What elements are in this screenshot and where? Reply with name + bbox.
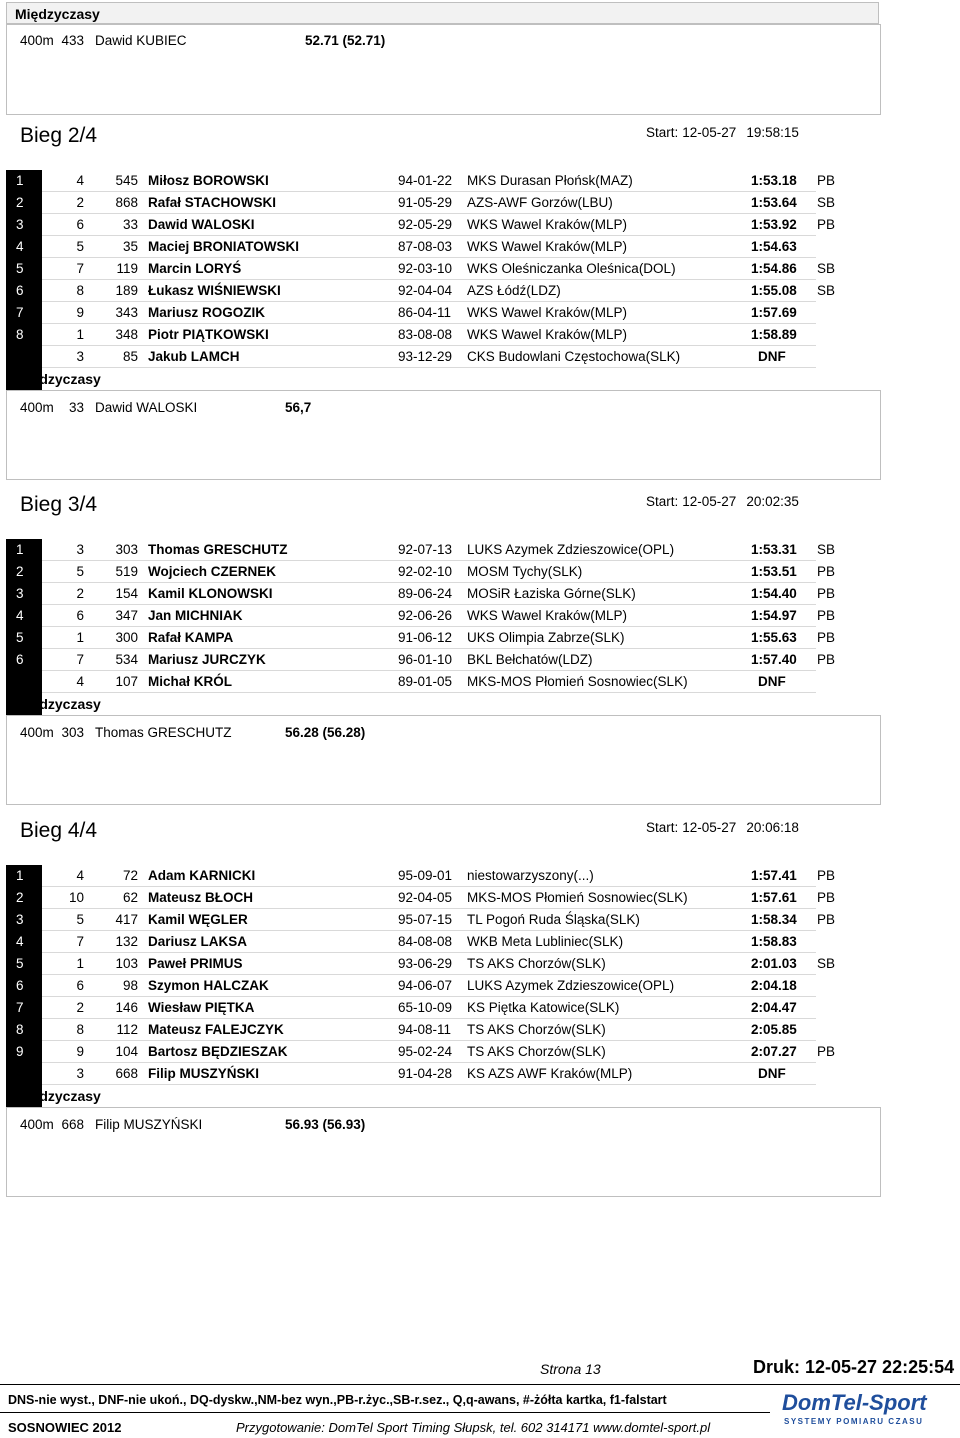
place-cell: 2 [16, 564, 24, 579]
footer-legend: DNS-nie wyst., DNF-nie ukoń., DQ-dyskw.,NM-bez wyn.,PB-r.życ.,SB-r.sez., Q,q-awans, #-żółta kartka, f1-falstart [8, 1393, 667, 1407]
bib-cell: 303 [115, 542, 138, 557]
record-flag: SB [817, 956, 836, 971]
lane-cell: 6 [76, 978, 84, 993]
result-row [6, 236, 816, 258]
lane-cell: 2 [76, 195, 84, 210]
athlete-name: Kamil WĘGLER [148, 912, 248, 927]
result-time: 2:05.85 [751, 1022, 797, 1037]
birth-date: 95-02-24 [398, 1044, 453, 1059]
heat-start-time: 20:06:18 [746, 820, 799, 835]
bib-cell: 146 [115, 1000, 138, 1015]
place-cell: 5 [16, 261, 24, 276]
split-dist: 400m [20, 33, 54, 48]
place-cell: 4 [16, 239, 24, 254]
club-name: AZS-AWF Gorzów(LBU) [467, 195, 613, 210]
record-flag: SB [817, 283, 836, 298]
heat-title: Bieg 2/4 [20, 124, 98, 147]
top-split-header: Międzyczasy [6, 2, 879, 24]
result-time: DNF [758, 1066, 786, 1081]
bib-cell: 107 [115, 674, 138, 689]
result-row [6, 671, 816, 693]
result-row [6, 1041, 836, 1063]
bib-cell: 534 [115, 652, 138, 667]
bib-cell: 33 [122, 217, 138, 232]
club-name: CKS Budowlani Częstochowa(SLK) [467, 349, 681, 364]
place-cell: 6 [16, 283, 24, 298]
athlete-name: Marcin LORYŚ [148, 261, 242, 276]
birth-date: 83-08-08 [398, 327, 453, 342]
lane-cell: 8 [76, 1022, 84, 1037]
result-time: 1:58.83 [751, 934, 797, 949]
result-time: 1:53.51 [751, 564, 797, 579]
club-name: MOSiR Łaziska Górne(SLK) [467, 586, 636, 601]
split-dist: 400m [20, 725, 54, 740]
heat-start-time: 19:58:15 [746, 125, 799, 140]
split-dist: 400m [20, 400, 54, 415]
record-flag: PB [817, 912, 836, 927]
footer-printed: Druk: 12-05-27 22:25:54 [753, 1357, 955, 1377]
place-cell: 7 [16, 305, 24, 320]
club-name: WKS Wawel Kraków(MLP) [467, 217, 628, 232]
result-row [6, 170, 836, 192]
lane-cell: 2 [76, 1000, 84, 1015]
athlete-name: Filip MUSZYŃSKI [148, 1066, 259, 1081]
place-cell: 3 [16, 586, 24, 601]
lane-cell: 4 [76, 674, 84, 689]
place-cell: 3 [16, 217, 24, 232]
lane-cell: 9 [76, 305, 84, 320]
athlete-name: Adam KARNICKI [148, 868, 256, 883]
athlete-name: Mateusz BŁOCH [148, 890, 254, 905]
record-flag: PB [817, 217, 836, 232]
result-time: 1:58.34 [751, 912, 797, 927]
bib-cell: 112 [116, 1022, 138, 1037]
place-cell: 4 [16, 934, 24, 949]
club-name: WKS Oleśniczanka Oleśnica(DOL) [467, 261, 676, 276]
record-flag: PB [817, 586, 836, 601]
result-time: 2:01.03 [751, 956, 797, 971]
club-name: MOSM Tychy(SLK) [467, 564, 583, 579]
birth-date: 95-07-15 [398, 912, 453, 927]
record-flag: PB [817, 173, 836, 188]
record-flag: SB [817, 542, 836, 557]
place-cell: 2 [16, 890, 24, 905]
bib-cell: 85 [122, 349, 138, 364]
heat-start-time: 20:02:35 [746, 494, 799, 509]
split-label: Międzyczasy [16, 696, 101, 712]
result-row [6, 975, 816, 997]
bib-cell: 347 [115, 608, 138, 623]
lane-cell: 1 [76, 327, 84, 342]
result-time: 1:53.92 [751, 217, 797, 232]
birth-date: 84-08-08 [398, 934, 453, 949]
domtel-logo [782, 1390, 952, 1430]
birth-date: 92-04-05 [398, 890, 453, 905]
split-name: Thomas GRESCHUTZ [95, 725, 232, 740]
place-cell: 6 [16, 652, 24, 667]
split-name: Filip MUSZYŃSKI [95, 1117, 203, 1132]
logo-sub-text: SYSTEMY POMIARU CZASU [784, 1417, 924, 1426]
result-time: DNF [758, 674, 786, 689]
club-name: TL Pogoń Ruda Śląska(SLK) [467, 912, 640, 927]
athlete-name: Rafał STACHOWSKI [148, 195, 277, 210]
athlete-name: Jan MICHNIAK [148, 608, 243, 623]
result-time: 1:57.41 [751, 868, 797, 883]
split-time: 52.71 (52.71) [305, 33, 386, 48]
athlete-name: Dawid WALOSKI [148, 217, 255, 232]
bib-cell: 154 [115, 586, 138, 601]
result-time: 1:55.63 [751, 630, 797, 645]
split-time: 56,7 [285, 400, 312, 415]
place-cell: 2 [16, 195, 24, 210]
footer-page: Strona 13 [540, 1361, 601, 1377]
record-flag: PB [817, 868, 836, 883]
lane-cell: 3 [76, 349, 84, 364]
result-time: 1:53.18 [751, 173, 797, 188]
club-name: MKS-MOS Płomień Sosnowiec(SLK) [467, 890, 688, 905]
split-header [42, 368, 879, 390]
club-name: LUKS Azymek Zdzieszowice(OPL) [467, 542, 675, 557]
bib-cell: 35 [122, 239, 138, 254]
result-time: 1:57.61 [751, 890, 797, 905]
lane-cell: 4 [76, 868, 84, 883]
split-bib: 433 [61, 33, 84, 48]
result-row [6, 583, 836, 605]
record-flag: PB [817, 564, 836, 579]
record-flag: SB [817, 261, 836, 276]
bib-cell: 868 [115, 195, 138, 210]
place-cell: 5 [16, 630, 24, 645]
split-time: 56.93 (56.93) [285, 1117, 366, 1132]
bib-cell: 668 [115, 1066, 138, 1081]
split-name: Dawid KUBIEC [95, 33, 187, 48]
place-cell: 9 [16, 1044, 24, 1059]
result-time: 1:54.63 [751, 239, 797, 254]
athlete-name: Mateusz FALEJCZYK [148, 1022, 284, 1037]
result-time: 1:57.40 [751, 652, 797, 667]
result-time: DNF [758, 349, 786, 364]
birth-date: 92-05-29 [398, 217, 453, 232]
birth-date: 86-04-11 [398, 305, 452, 320]
place-cell: 4 [16, 608, 24, 623]
bib-cell: 119 [116, 261, 138, 276]
place-cell: 1 [16, 868, 24, 883]
athlete-name: Wojciech CZERNEK [148, 564, 277, 579]
split-bib: 303 [61, 725, 84, 740]
athlete-name: Mariusz JURCZYK [148, 652, 266, 667]
split-label: Międzyczasy [16, 1088, 101, 1104]
bib-cell: 103 [115, 956, 138, 971]
lane-cell: 5 [76, 564, 84, 579]
heat-title: Bieg 3/4 [20, 493, 98, 516]
club-name: WKS Wawel Kraków(MLP) [467, 327, 628, 342]
birth-date: 92-04-04 [398, 283, 453, 298]
birth-date: 92-03-10 [398, 261, 453, 276]
result-row [6, 909, 836, 931]
heat-start-date: 12-05-27 [682, 494, 737, 509]
birth-date: 94-06-07 [398, 978, 453, 993]
birth-date: 96-01-10 [398, 652, 453, 667]
club-name: WKS Wawel Kraków(MLP) [467, 608, 628, 623]
result-time: 1:54.97 [751, 608, 797, 623]
result-row [6, 997, 816, 1019]
logo-main-text: DomTel-Sport [782, 1390, 927, 1415]
place-cell: 1 [16, 173, 24, 188]
birth-date: 91-04-28 [398, 1066, 453, 1081]
club-name: AZS Łódź(LDZ) [467, 283, 561, 298]
lane-cell: 9 [76, 1044, 84, 1059]
birth-date: 91-05-29 [398, 195, 453, 210]
heat-start-label: Start: [646, 820, 679, 835]
bib-cell: 417 [115, 912, 138, 927]
club-name: MKS-MOS Płomień Sosnowiec(SLK) [467, 674, 688, 689]
heat-start-date: 12-05-27 [682, 125, 737, 140]
club-name: LUKS Azymek Zdzieszowice(OPL) [467, 978, 675, 993]
lane-cell: 6 [76, 217, 84, 232]
lane-cell: 6 [76, 608, 84, 623]
place-cell: 7 [16, 1000, 24, 1015]
lane-cell: 4 [76, 173, 84, 188]
bib-cell: 72 [122, 868, 138, 883]
lane-cell: 7 [76, 934, 84, 949]
record-flag: PB [817, 1044, 836, 1059]
result-time: 1:54.40 [751, 586, 797, 601]
lane-cell: 7 [76, 261, 84, 276]
result-row [6, 258, 836, 280]
athlete-name: Maciej BRONIATOWSKI [148, 239, 300, 254]
lane-cell: 1 [76, 630, 84, 645]
heat-start-info [646, 494, 803, 509]
lane-cell: 10 [68, 890, 84, 905]
split-dist: 400m [20, 1117, 54, 1132]
club-name: WKS Wawel Kraków(MLP) [467, 239, 628, 254]
club-name: WKB Meta Lubliniec(SLK) [467, 934, 624, 949]
place-cell: 3 [16, 912, 24, 927]
bib-cell: 519 [115, 564, 138, 579]
athlete-name: Jakub LAMCH [148, 349, 240, 364]
lane-cell: 1 [76, 956, 84, 971]
club-name: KS AZS AWF Kraków(MLP) [467, 1066, 633, 1081]
result-row [6, 324, 816, 346]
heat-start-label: Start: [646, 494, 679, 509]
athlete-name: Michał KRÓL [148, 674, 233, 689]
result-row [6, 627, 836, 649]
result-time: 1:54.86 [751, 261, 797, 276]
lane-cell: 3 [76, 1066, 84, 1081]
athlete-name: Piotr PIĄTKOWSKI [148, 327, 269, 342]
result-time: 2:04.47 [751, 1000, 797, 1015]
athlete-name: Szymon HALCZAK [148, 978, 269, 993]
record-flag: PB [817, 652, 836, 667]
result-row [6, 1019, 816, 1041]
bib-cell: 300 [115, 630, 138, 645]
result-row [6, 931, 816, 953]
footer-prepared: Przygotowanie: DomTel Sport Timing Słupsk, tel. 602 314171 www.domtel-sport.pl [236, 1420, 711, 1435]
birth-date: 92-02-10 [398, 564, 453, 579]
bib-cell: 545 [115, 173, 138, 188]
result-time: 1:53.64 [751, 195, 797, 210]
result-time: 1:53.31 [751, 542, 797, 557]
club-name: TS AKS Chorzów(SLK) [467, 1044, 606, 1059]
club-name: niestowarzyszony(...) [467, 868, 594, 883]
heat-start-info [646, 125, 803, 140]
lane-cell: 8 [76, 283, 84, 298]
heat-start-label: Start: [646, 125, 679, 140]
result-row [6, 214, 836, 236]
club-name: TS AKS Chorzów(SLK) [467, 956, 606, 971]
athlete-name: Miłosz BOROWSKI [148, 173, 269, 188]
record-flag: PB [817, 890, 836, 905]
lane-cell: 7 [76, 652, 84, 667]
athlete-name: Mariusz ROGOZIK [148, 305, 266, 320]
birth-date: 89-01-05 [398, 674, 453, 689]
result-row [6, 887, 836, 909]
split-header [42, 693, 879, 715]
result-time: 1:58.89 [751, 327, 797, 342]
split-label: Międzyczasy [16, 371, 101, 387]
birth-date: 94-01-22 [398, 173, 453, 188]
result-row [6, 192, 836, 214]
split-bib: 668 [61, 1117, 84, 1132]
record-flag: PB [817, 608, 836, 623]
lane-cell: 2 [76, 586, 84, 601]
heat-start-info [646, 820, 803, 835]
athlete-name: Bartosz BĘDZIESZAK [148, 1044, 288, 1059]
bib-cell: 343 [115, 305, 138, 320]
bib-cell: 98 [122, 978, 138, 993]
heat-title: Bieg 4/4 [20, 819, 98, 842]
result-time: 2:07.27 [751, 1044, 797, 1059]
bib-cell: 189 [115, 283, 138, 298]
athlete-name: Paweł PRIMUS [148, 956, 243, 971]
athlete-name: Kamil KLONOWSKI [148, 586, 273, 601]
birth-date: 91-06-12 [398, 630, 453, 645]
athlete-name: Dariusz LAKSA [148, 934, 248, 949]
club-name: UKS Olimpia Zabrze(SLK) [467, 630, 625, 645]
birth-date: 93-06-29 [398, 956, 453, 971]
place-cell: 1 [16, 542, 24, 557]
result-row [6, 649, 836, 671]
footer-divider-1 [0, 1384, 960, 1385]
result-row [6, 302, 816, 324]
birth-date: 87-08-03 [398, 239, 453, 254]
record-flag: PB [817, 630, 836, 645]
club-name: TS AKS Chorzów(SLK) [467, 1022, 606, 1037]
place-cell: 8 [16, 327, 24, 342]
footer-event: SOSNOWIEC 2012 [8, 1420, 122, 1435]
athlete-name: Wiesław PIĘTKA [148, 1000, 255, 1015]
lane-cell: 5 [76, 239, 84, 254]
bib-cell: 104 [115, 1044, 138, 1059]
result-row [6, 865, 836, 887]
split-header [42, 1085, 879, 1107]
result-row [6, 280, 836, 302]
birth-date: 95-09-01 [398, 868, 453, 883]
athlete-name: Thomas GRESCHUTZ [148, 542, 288, 557]
athlete-name: Łukasz WIŚNIEWSKI [148, 283, 281, 298]
result-time: 2:04.18 [751, 978, 797, 993]
birth-date: 92-06-26 [398, 608, 453, 623]
athlete-name: Rafał KAMPA [148, 630, 234, 645]
birth-date: 89-06-24 [398, 586, 453, 601]
heat-start-date: 12-05-27 [682, 820, 737, 835]
result-row [6, 605, 836, 627]
club-name: WKS Wawel Kraków(MLP) [467, 305, 628, 320]
result-time: 1:57.69 [751, 305, 797, 320]
bib-cell: 62 [122, 890, 138, 905]
result-time: 1:55.08 [751, 283, 797, 298]
place-cell: 6 [16, 978, 24, 993]
bib-cell: 132 [115, 934, 138, 949]
result-row [6, 561, 836, 583]
club-name: MKS Durasan Płońsk(MAZ) [467, 173, 633, 188]
place-cell: 5 [16, 956, 24, 971]
club-name: KS Piętka Katowice(SLK) [467, 1000, 620, 1015]
club-name: BKL Bełchatów(LDZ) [467, 652, 593, 667]
birth-date: 93-12-29 [398, 349, 453, 364]
split-bib: 33 [68, 400, 84, 415]
birth-date: 94-08-11 [398, 1022, 452, 1037]
record-flag: SB [817, 195, 836, 210]
birth-date: 92-07-13 [398, 542, 453, 557]
bib-cell: 348 [115, 327, 138, 342]
result-row [6, 539, 836, 561]
result-row [6, 953, 836, 975]
split-name: Dawid WALOSKI [95, 400, 198, 415]
birth-date: 65-10-09 [398, 1000, 453, 1015]
place-cell: 8 [16, 1022, 24, 1037]
result-row [6, 346, 816, 368]
result-row [6, 1063, 816, 1085]
lane-cell: 5 [76, 912, 84, 927]
split-time: 56.28 (56.28) [285, 725, 366, 740]
footer-divider-2 [0, 1412, 770, 1413]
lane-cell: 3 [76, 542, 84, 557]
